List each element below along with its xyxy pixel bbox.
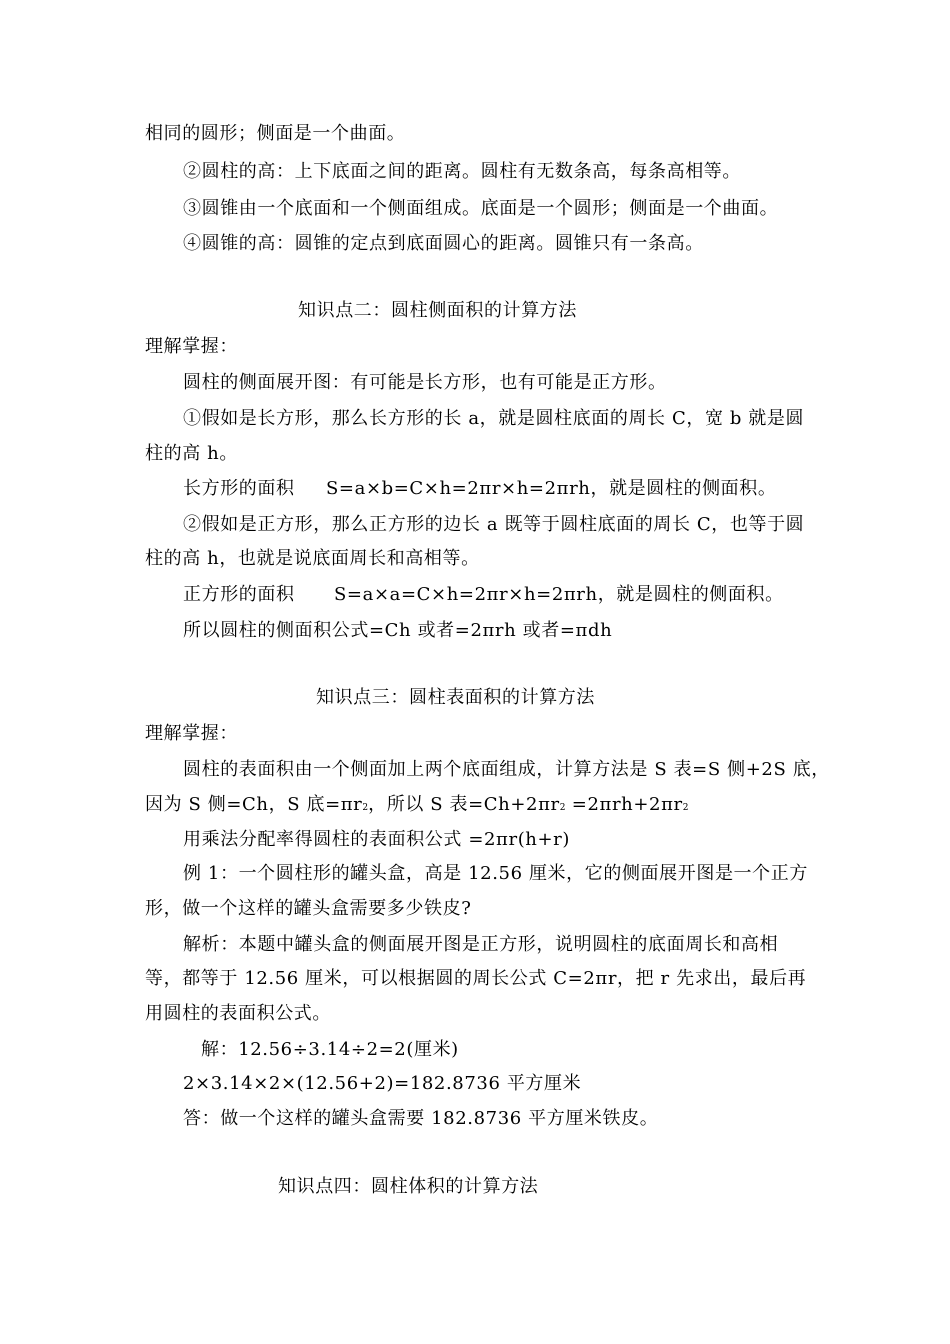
text-segment: ，所以 S 表=Ch+2πr [368, 794, 560, 815]
analysis-line: 解析：本题中罐头盒的侧面展开图是正方形，说明圆柱的底面周长和高相 [183, 934, 779, 955]
text-line: 相同的圆形；侧面是一个曲面。 [145, 123, 406, 144]
formula: S=a×a=C×h=2πr×h=2πrh，就是圆柱的侧面积。 [334, 584, 784, 605]
list-item: ①假如是长方形，那么长方形的长 a，就是圆柱底面的周长 C，宽 b 就是圆 [183, 408, 805, 429]
summary-line: 所以圆柱的侧面积公式=Ch 或者=2πrh 或者=πdh [183, 620, 613, 641]
text-line: 理解掌握： [145, 336, 238, 357]
list-item: ③圆锥由一个底面和一个侧面组成。底面是一个圆形；侧面是一个曲面。 [183, 198, 779, 219]
text-line: 用乘法分配率得圆柱的表面积公式 =2πr(h+r) [183, 829, 571, 850]
text-line: 柱的高 h，也就是说底面周长和高相等。 [145, 548, 480, 569]
text-line: 柱的高 h。 [145, 443, 238, 464]
formula-label: 正方形的面积 [183, 584, 295, 605]
analysis-line: 用圆柱的表面积公式。 [145, 1003, 331, 1024]
text-segment: =2πrh+2πr [565, 794, 683, 815]
exponent: 2 [682, 803, 689, 813]
list-item: ④圆锥的高：圆锥的定点到底面圆心的距离。圆锥只有一条高。 [183, 233, 704, 254]
list-item: ②圆柱的高：上下底面之间的距离。圆柱有无数条高，每条高相等。 [183, 161, 741, 182]
text-line: 圆柱的表面积由一个侧面加上两个底面组成，计算方法是 S 表=S 侧+2S 底， [183, 759, 830, 780]
text-line: 理解掌握： [145, 723, 238, 744]
section-heading: 知识点三：圆柱表面积的计算方法 [316, 687, 595, 708]
formula-label: 长方形的面积 [183, 478, 295, 499]
example-line: 例 1：一个圆柱形的罐头盒，高是 12.56 厘米，它的侧面展开图是一个正方 [183, 863, 808, 884]
solution-line: 解：12.56÷3.14÷2=2(厘米) [201, 1039, 459, 1060]
analysis-line: 等，都等于 12.56 厘米，可以根据圆的周长公式 C=2πr，把 r 先求出，最后再 [145, 968, 807, 989]
section-heading: 知识点二：圆柱侧面积的计算方法 [298, 300, 577, 321]
answer-line: 答：做一个这样的罐头盒需要 182.8736 平方厘米铁皮。 [183, 1108, 659, 1129]
formula-line [145, 794, 688, 819]
text-segment: 因为 S 侧=Ch，S 底=πr [145, 794, 363, 815]
formula: S=a×b=C×h=2πr×h=2πrh，就是圆柱的侧面积。 [326, 478, 777, 499]
exponent: 2 [559, 803, 566, 813]
exponent: 2 [362, 803, 369, 813]
example-line: 形，做一个这样的罐头盒需要多少铁皮? [145, 898, 472, 919]
section-heading: 知识点四：圆柱体积的计算方法 [278, 1176, 539, 1197]
solution-line: 2×3.14×2×(12.56+2)=182.8736 平方厘米 [183, 1073, 582, 1094]
list-item: ②假如是正方形，那么正方形的边长 a 既等于圆柱底面的周长 C，也等于圆 [183, 514, 805, 535]
text-line: 圆柱的侧面展开图：有可能是长方形，也有可能是正方形。 [183, 372, 667, 393]
